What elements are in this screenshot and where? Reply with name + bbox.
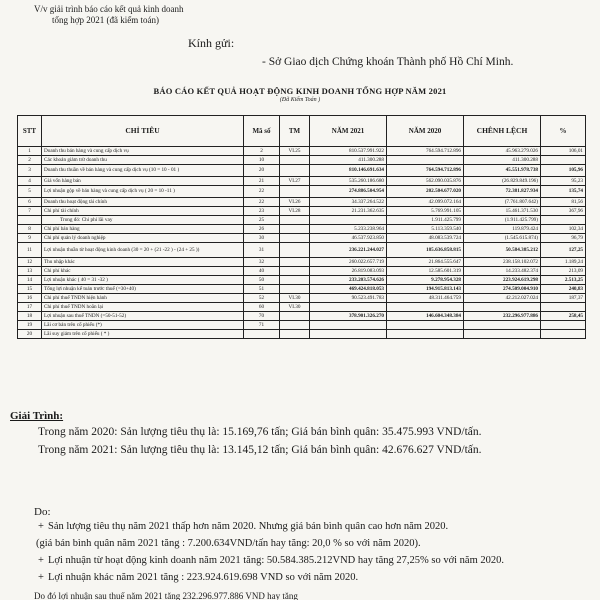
cell-item: Lợi nhuận gộp về bán hàng và cung cấp dịch vụ ( 20 = 10 -11 ) bbox=[42, 186, 244, 198]
cell-item: Doanh thu bán hàng và cung cấp dịch vụ bbox=[42, 147, 244, 156]
cell-stt: 13 bbox=[18, 267, 42, 276]
cell-stt: 20 bbox=[18, 330, 42, 339]
cell-item: Lãi suy giảm trên cổ phiếu ( * ) bbox=[42, 330, 244, 339]
cell-stt: 18 bbox=[18, 312, 42, 321]
cell-diff: 72.381.827.934 bbox=[464, 186, 541, 198]
cell-code: 10 bbox=[244, 156, 280, 165]
cell-diff bbox=[464, 330, 541, 339]
cell-pct bbox=[541, 330, 586, 339]
reason-volume-text: Sản lượng tiêu thụ năm 2021 thấp hơn năm 2020. Nhưng giá bán bình quân cao hơn năm 2020. bbox=[48, 521, 449, 532]
cell-pct: 127,25 bbox=[541, 243, 586, 258]
cell-y2020: 42.099.072.164 bbox=[387, 198, 464, 207]
cell-code: 60 bbox=[244, 303, 280, 312]
cell-code: 21 bbox=[244, 177, 280, 186]
cell-tm bbox=[280, 165, 310, 177]
cell-item: Giá vốn hàng bán bbox=[42, 177, 244, 186]
table-row bbox=[18, 147, 586, 156]
cell-code: 22 bbox=[244, 198, 280, 207]
cell-stt: 15 bbox=[18, 285, 42, 294]
cell-diff: (26.829.849.196) bbox=[464, 177, 541, 186]
cell-pct: 81,56 bbox=[541, 198, 586, 207]
cell-y2021: 469.424.818.053 bbox=[310, 285, 387, 294]
cell-tm bbox=[280, 267, 310, 276]
cell-stt: 5 bbox=[18, 186, 42, 198]
table-row bbox=[18, 156, 586, 165]
cell-pct: 95,23 bbox=[541, 177, 586, 186]
cell-diff: 232.296.977.886 bbox=[464, 312, 541, 321]
cell-diff bbox=[464, 321, 541, 330]
cell-stt: 1 bbox=[18, 147, 42, 156]
audited-note: (Đã Kiểm Toán ) bbox=[279, 97, 321, 103]
table-row bbox=[18, 225, 586, 234]
table-row bbox=[18, 165, 586, 177]
cell-pct bbox=[541, 156, 586, 165]
cell-item: Lợi nhuận thuần từ hoạt động kinh doanh (30 = 20 + (21 -22 ) - (24 + 25 )) bbox=[42, 243, 244, 258]
table-row bbox=[18, 321, 586, 330]
greeting: Kính gửi: bbox=[188, 36, 235, 50]
cell-pct bbox=[541, 321, 586, 330]
income-statement-table bbox=[17, 115, 586, 339]
cell-y2021: 233.203.574.626 bbox=[310, 276, 387, 285]
cell-item: Lợi nhuận sau thuế TNDN (=50-51-52) bbox=[42, 312, 244, 321]
subject-line-1: V/v giải trình báo cáo kết quả kinh doanh bbox=[34, 4, 184, 14]
cell-y2021 bbox=[310, 330, 387, 339]
cell-item: Lãi cơ bản trên cổ phiếu (*) bbox=[42, 321, 244, 330]
cell-item: Chi phí khác bbox=[42, 267, 244, 276]
explanation-heading: Giải Trình: bbox=[10, 410, 64, 422]
cell-y2021: 90.523.491.783 bbox=[310, 294, 387, 303]
cell-pct: 240,83 bbox=[541, 285, 586, 294]
cell-stt: 8 bbox=[18, 225, 42, 234]
header-stt: STT bbox=[18, 116, 42, 147]
cell-y2020: 12.585.601.319 bbox=[387, 267, 464, 276]
cell-diff: (1.545.615.874) bbox=[464, 234, 541, 243]
cell-diff: 42.212.027.024 bbox=[464, 294, 541, 303]
cell-stt: 16 bbox=[18, 294, 42, 303]
cell-item: Chi phí tài chính bbox=[42, 207, 244, 216]
cell-y2020 bbox=[387, 321, 464, 330]
cell-y2021: 21.231.362.635 bbox=[310, 207, 387, 216]
cell-y2020: 48.083.539.724 bbox=[387, 234, 464, 243]
cell-pct: 213,09 bbox=[541, 267, 586, 276]
cell-y2020: 194.915.813.143 bbox=[387, 285, 464, 294]
cell-tm bbox=[280, 156, 310, 165]
cell-stt: 11 bbox=[18, 243, 42, 258]
cell-tm bbox=[280, 186, 310, 198]
subject-line-2: tổng hợp 2021 (đã kiểm toán) bbox=[52, 15, 159, 25]
recipient: - Sở Giao dịch Chứng khoán Thành phố Hồ Chí Minh. bbox=[262, 56, 514, 68]
cell-tm: VI.30 bbox=[280, 303, 310, 312]
cell-y2020: 764.594.712.896 bbox=[387, 147, 464, 156]
cell-code: 26 bbox=[244, 225, 280, 234]
cell-item: Các khoản giảm trừ doanh thu bbox=[42, 156, 244, 165]
cell-tm bbox=[280, 258, 310, 267]
cell-y2021: 5.233.238.964 bbox=[310, 225, 387, 234]
cell-y2020: 5.769.991.105 bbox=[387, 207, 464, 216]
cell-tm bbox=[280, 243, 310, 258]
cell-y2021: 274.886.504.954 bbox=[310, 186, 387, 198]
cell-item: Thu nhập khác bbox=[42, 258, 244, 267]
table-row bbox=[18, 312, 586, 321]
cell-item: Trong đó: Chi phí lãi vay bbox=[42, 216, 244, 225]
cell-diff: (1.911.425.799) bbox=[464, 216, 541, 225]
cell-tm bbox=[280, 321, 310, 330]
bullet: + bbox=[38, 555, 44, 566]
table-row bbox=[18, 177, 586, 186]
header-tm: TM bbox=[280, 116, 310, 147]
header-code: Mã số bbox=[244, 116, 280, 147]
cell-y2020: 185.636.858.815 bbox=[387, 243, 464, 258]
header-pct: % bbox=[541, 116, 586, 147]
table-row bbox=[18, 294, 586, 303]
cell-y2021: 236.221.244.027 bbox=[310, 243, 387, 258]
cell-pct: 106,01 bbox=[541, 147, 586, 156]
cell-y2020: 202.504.677.020 bbox=[387, 186, 464, 198]
cell-pct: 2.513,25 bbox=[541, 276, 586, 285]
table-row bbox=[18, 267, 586, 276]
cell-y2020: 21.864.555.647 bbox=[387, 258, 464, 267]
reason-other-profit bbox=[38, 572, 358, 583]
cell-stt: 9 bbox=[18, 234, 42, 243]
table-row bbox=[18, 276, 586, 285]
cell-diff: 119.879.424 bbox=[464, 225, 541, 234]
cell-diff: 411.300.288 bbox=[464, 156, 541, 165]
cell-stt: 19 bbox=[18, 321, 42, 330]
cell-code: 70 bbox=[244, 312, 280, 321]
cell-stt: 14 bbox=[18, 276, 42, 285]
cell-item: Lợi nhuận khác ( 40 = 31 -32 ) bbox=[42, 276, 244, 285]
cell-tm: VI.30 bbox=[280, 294, 310, 303]
bullet: + bbox=[38, 521, 44, 532]
cell-diff: 14.233.482.374 bbox=[464, 267, 541, 276]
explanation-line-2020: Trong năm 2020: Sản lượng tiêu thụ là: 15.169,76 tấn; Giá bán bình quân: 35.475.993 VND/tấn. bbox=[38, 426, 482, 438]
cell-diff: 45.551.978.738 bbox=[464, 165, 541, 177]
table-row bbox=[18, 186, 586, 198]
cell-pct: 367,96 bbox=[541, 207, 586, 216]
cell-stt: 2 bbox=[18, 156, 42, 165]
subject bbox=[34, 4, 183, 26]
cell-code: 20 bbox=[244, 165, 280, 177]
cell-code: 31 bbox=[244, 243, 280, 258]
cut-off-line bbox=[0, 592, 600, 600]
cell-y2021 bbox=[310, 216, 387, 225]
cell-tm: VI.26 bbox=[280, 198, 310, 207]
cell-code: 51 bbox=[244, 285, 280, 294]
cell-pct: 258,45 bbox=[541, 312, 586, 321]
cell-y2021: 260.022.657.719 bbox=[310, 258, 387, 267]
cell-stt: 3 bbox=[18, 165, 42, 177]
cell-code bbox=[244, 330, 280, 339]
header-2020: NĂM 2020 bbox=[387, 116, 464, 147]
cell-stt bbox=[18, 216, 42, 225]
cell-pct bbox=[541, 216, 586, 225]
cell-y2021: 46.537.923.850 bbox=[310, 234, 387, 243]
cell-y2021: 26.819.083.093 bbox=[310, 267, 387, 276]
cell-y2021: 810.537.991.922 bbox=[310, 147, 387, 156]
cell-y2020: 764.594.712.896 bbox=[387, 165, 464, 177]
reasons-heading: Do: bbox=[34, 506, 51, 518]
cell-tm bbox=[280, 312, 310, 321]
cell-item: Doanh thu hoạt động tài chính bbox=[42, 198, 244, 207]
header-item: CHỈ TIÊU bbox=[42, 116, 244, 147]
header-2021: NĂM 2021 bbox=[310, 116, 387, 147]
cell-y2020 bbox=[387, 303, 464, 312]
reason-volume bbox=[38, 521, 448, 532]
cell-diff: 15.461.371.530 bbox=[464, 207, 541, 216]
cell-item: Chi phí quản lý doanh nghiệp bbox=[42, 234, 244, 243]
cell-tm: VI.27 bbox=[280, 177, 310, 186]
cell-tm bbox=[280, 234, 310, 243]
cell-item: Doanh thu thuần về bán hàng và cung cấp dịch vụ (10 = 10 - 01 ) bbox=[42, 165, 244, 177]
cell-tm: VI.25 bbox=[280, 147, 310, 156]
cell-diff: 274.509.004.910 bbox=[464, 285, 541, 294]
cell-y2020: 5.113.359.540 bbox=[387, 225, 464, 234]
cell-y2021 bbox=[310, 303, 387, 312]
cell-code: 22 bbox=[244, 186, 280, 198]
cell-code: 52 bbox=[244, 294, 280, 303]
bullet: + bbox=[38, 572, 44, 583]
table-row bbox=[18, 216, 586, 225]
cell-tm bbox=[280, 225, 310, 234]
cell-pct: 102,34 bbox=[541, 225, 586, 234]
cell-y2021: 378.901.326.270 bbox=[310, 312, 387, 321]
cell-y2020 bbox=[387, 330, 464, 339]
cell-diff: 238.158.102.072 bbox=[464, 258, 541, 267]
cell-diff: 50.584.385.212 bbox=[464, 243, 541, 258]
cell-y2021 bbox=[310, 321, 387, 330]
cell-stt: 12 bbox=[18, 258, 42, 267]
cell-diff bbox=[464, 303, 541, 312]
cell-diff: 45.963.279.026 bbox=[464, 147, 541, 156]
explanation-line-2021: Trong năm 2021: Sản lượng tiêu thụ là: 13.145,12 tấn; Giá bán bình quân: 42.676.627 VND/tấn. bbox=[38, 444, 482, 456]
cell-code: 32 bbox=[244, 258, 280, 267]
cell-pct: 187,37 bbox=[541, 294, 586, 303]
cell-y2020: 146.604.348.384 bbox=[387, 312, 464, 321]
table-header-row bbox=[18, 116, 586, 147]
table-row bbox=[18, 330, 586, 339]
cell-pct: 135,74 bbox=[541, 186, 586, 198]
table-row bbox=[18, 243, 586, 258]
cell-code: 25 bbox=[244, 216, 280, 225]
cell-item: Chi phí thuế TNDN hoãn lại bbox=[42, 303, 244, 312]
cell-tm: VI.28 bbox=[280, 207, 310, 216]
table-row bbox=[18, 198, 586, 207]
cell-y2021: 810.146.691.634 bbox=[310, 165, 387, 177]
cell-stt: 6 bbox=[18, 198, 42, 207]
reason-operating-profit-text: Lợi nhuận từ hoạt động kinh doanh năm 2021 tăng: 50.584.385.212VND hay tăng 27,25% so với năm 2020. bbox=[48, 555, 504, 566]
table-row bbox=[18, 285, 586, 294]
cell-item: Chi phí bán hàng bbox=[42, 225, 244, 234]
cell-tm bbox=[280, 216, 310, 225]
cut-off-text: Do đó lợi nhuận sau thuế năm 2021 tăng 232.296.977.886 VND hay tăng bbox=[34, 592, 298, 600]
cell-y2021: 535.260.186.680 bbox=[310, 177, 387, 186]
table-row bbox=[18, 207, 586, 216]
cell-y2020: 562.090.035.876 bbox=[387, 177, 464, 186]
cell-tm bbox=[280, 276, 310, 285]
cell-code: 30 bbox=[244, 234, 280, 243]
cell-code: 50 bbox=[244, 276, 280, 285]
cell-pct bbox=[541, 303, 586, 312]
table-row bbox=[18, 234, 586, 243]
cell-stt: 7 bbox=[18, 207, 42, 216]
table-row bbox=[18, 258, 586, 267]
cell-item: Tổng lợi nhuận kế toán trước thuế (=30+40) bbox=[42, 285, 244, 294]
cell-y2020: 9.278.954.328 bbox=[387, 276, 464, 285]
cell-y2021: 34.337.264.522 bbox=[310, 198, 387, 207]
report-title: BÁO CÁO KẾT QUẢ HOẠT ĐỘNG KINH DOANH TỔNG HỢP NĂM 2021 bbox=[153, 86, 447, 96]
cell-code: 23 bbox=[244, 207, 280, 216]
reason-other-profit-text: Lợi nhuận khác năm 2021 tăng : 223.924.619.698 VND so với năm 2020. bbox=[48, 572, 359, 583]
cell-code: 40 bbox=[244, 267, 280, 276]
cell-pct: 96,79 bbox=[541, 234, 586, 243]
cell-diff: 223.924.619.298 bbox=[464, 276, 541, 285]
table-row bbox=[18, 303, 586, 312]
cell-diff: (7.761.807.642) bbox=[464, 198, 541, 207]
cell-pct: 105,96 bbox=[541, 165, 586, 177]
cell-y2021: 411.300.288 bbox=[310, 156, 387, 165]
cell-y2020: 1.911.425.799 bbox=[387, 216, 464, 225]
header-diff: CHÊNH LỆCH bbox=[464, 116, 541, 147]
cell-tm bbox=[280, 285, 310, 294]
reason-price-detail: (giá bán bình quân năm 2021 tăng : 7.200.634VND/tấn hay tăng: 20,0 % so với năm 2020). bbox=[36, 538, 421, 549]
cell-y2020: 48.311.464.759 bbox=[387, 294, 464, 303]
reason-operating-profit bbox=[38, 555, 504, 566]
cell-pct: 1.189,24 bbox=[541, 258, 586, 267]
cell-y2020 bbox=[387, 156, 464, 165]
cell-code: 2 bbox=[244, 147, 280, 156]
cell-code: 71 bbox=[244, 321, 280, 330]
cell-item: Chi phí thuế TNDN hiện hành bbox=[42, 294, 244, 303]
cell-stt: 4 bbox=[18, 177, 42, 186]
cell-stt: 17 bbox=[18, 303, 42, 312]
cell-tm bbox=[280, 330, 310, 339]
